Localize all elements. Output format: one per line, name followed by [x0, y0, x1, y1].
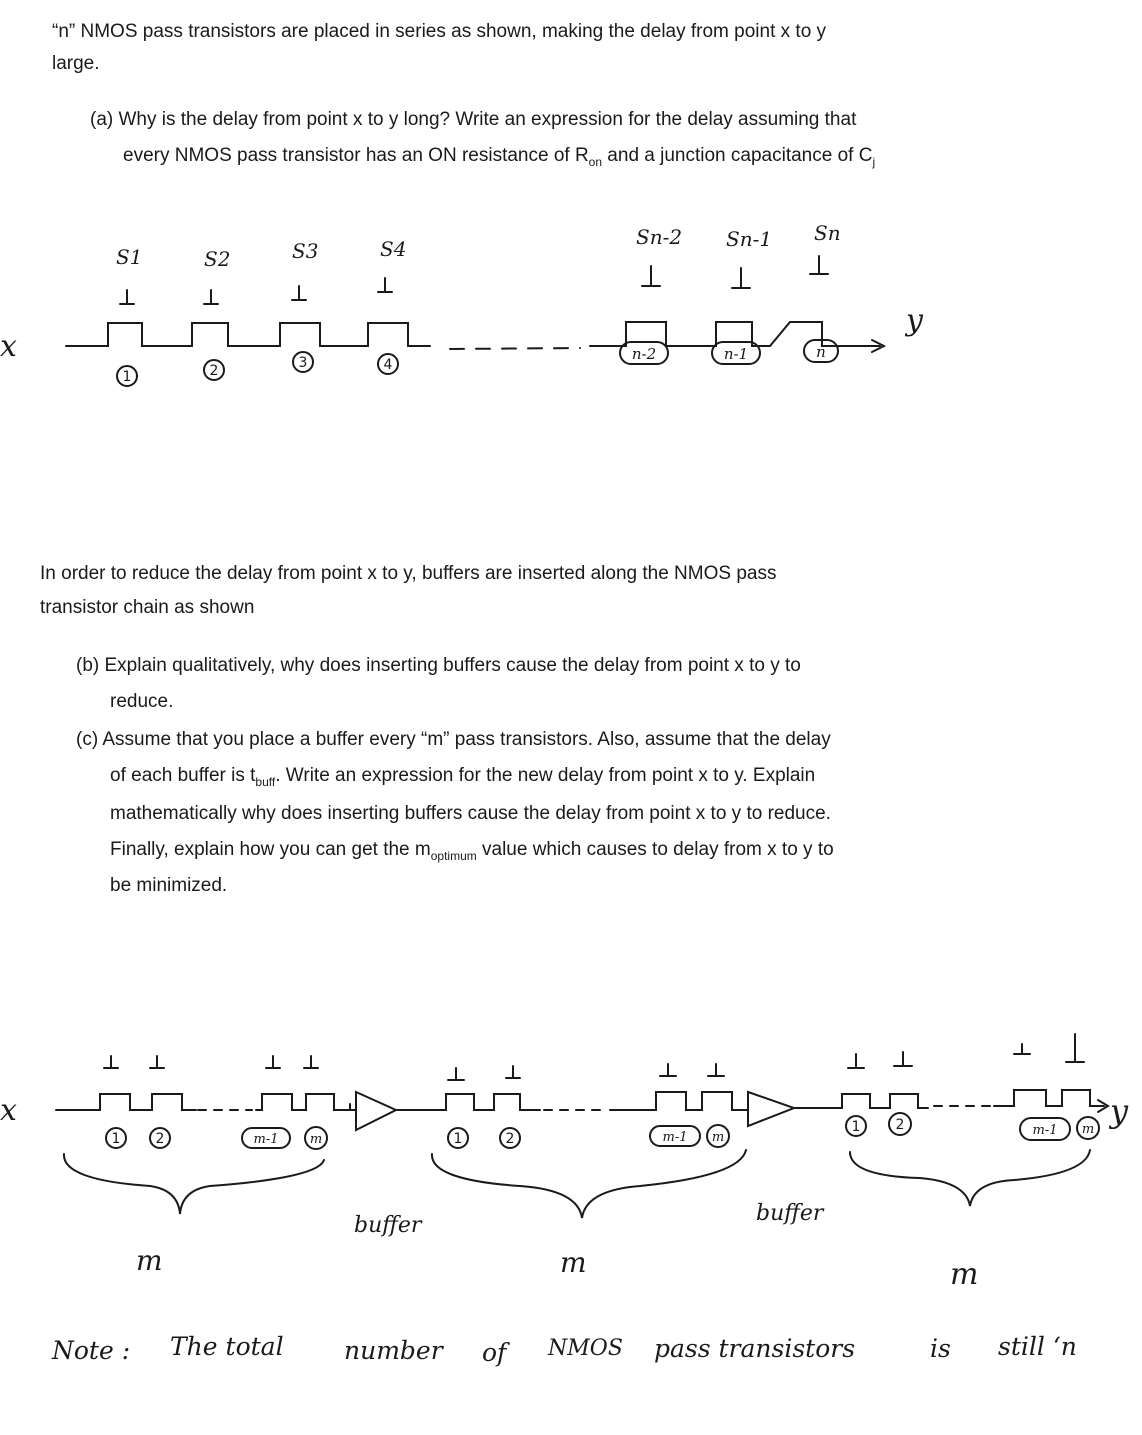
svg-text:4: 4 [383, 357, 393, 373]
buffer-2-triangle [748, 1092, 842, 1126]
part-c-text-4b: value which causes to delay from x to y to [476, 839, 834, 860]
fig2-group-2-gates [448, 1064, 724, 1080]
fig2-g2-node-1 [448, 1128, 468, 1148]
svg-text:n: n [816, 343, 826, 361]
t-buff-subscript: buff [255, 774, 276, 789]
fig1-x-label: x [0, 329, 17, 364]
buffer-1-label: buffer [354, 1213, 422, 1238]
mid-text-line-1: In order to reduce the delay from point x to y, buffers are inserted along the NMOS pass [40, 563, 777, 584]
fig2-y-label: y [1110, 1092, 1129, 1130]
group-3-m-label: m [950, 1257, 979, 1292]
svg-text:m-1: m-1 [1032, 1123, 1058, 1138]
fig2-g1-node-1 [106, 1128, 126, 1148]
part-a-line-1: (a) Why is the delay from point x to y long? Write an expression for the delay assuming that [90, 109, 857, 130]
gate-label-s1: S1 [116, 245, 143, 269]
gate-label-sn-2: Sn-2 [636, 225, 683, 249]
svg-text:m-1: m-1 [662, 1130, 688, 1145]
note-word-3: number [344, 1336, 443, 1365]
part-c-line-1: (c) Assume that you place a buffer every “m” pass transistors. Also, assume that the delay [76, 729, 831, 750]
svg-text:n-1: n-1 [723, 345, 749, 363]
group-2-brace [432, 1150, 746, 1218]
c-j-subscript: j [872, 154, 876, 169]
svg-text:3: 3 [298, 355, 308, 371]
note-word-4: of [482, 1338, 507, 1367]
mid-text-line-2: transistor chain as shown [40, 597, 255, 618]
fig1-y-label: y [906, 303, 923, 338]
part-c-text-2b: . Write an expression for the new delay from point x to y. Explain [275, 765, 816, 786]
note-word-7: is [930, 1334, 951, 1363]
fig2-g3-node-2 [889, 1113, 911, 1135]
part-a-text-1: every NMOS pass transistor has an ON resistance of R [123, 145, 589, 166]
note-word-8: still ‘n [998, 1332, 1077, 1361]
group-3-brace [850, 1150, 1090, 1206]
svg-text:1: 1 [851, 1119, 861, 1135]
fig2-g3-node-1 [846, 1116, 866, 1136]
svg-text:m: m [711, 1130, 725, 1145]
svg-text:1: 1 [453, 1131, 463, 1147]
group-1-m-label: m [136, 1244, 163, 1277]
svg-text:m: m [309, 1132, 323, 1147]
fig2-g2-node-m-1 [650, 1126, 700, 1146]
gate-label-s3: S3 [292, 239, 319, 263]
gate-label-s2: S2 [204, 247, 231, 271]
note-word-6: pass transistors [654, 1334, 856, 1363]
part-c-text-2a: of each buffer is t [110, 765, 256, 786]
part-b-line-1: (b) Explain qualitatively, why does inserting buffers cause the delay from point x to y to [76, 655, 801, 676]
svg-text:2: 2 [505, 1131, 515, 1147]
fig2-group-1-chain [56, 1094, 196, 1110]
buffer-2-label: buffer [756, 1201, 824, 1226]
fig2-g2-node-2 [500, 1128, 520, 1148]
intro-line-2: large. [52, 53, 100, 74]
group-1-brace [64, 1154, 324, 1214]
note-word-5: NMOS [548, 1336, 623, 1361]
fig2-group-2-chain [410, 1094, 540, 1110]
part-c-text-4a: Finally, explain how you can get the m [110, 839, 431, 860]
fig2-g2-node-m [707, 1125, 729, 1147]
fig2-group-3-gates [848, 1034, 1084, 1068]
fig2-g1-node-m-1 [242, 1128, 290, 1148]
intro-line-1: “n” NMOS pass transistors are placed in series as shown, making the delay from point x to y [52, 21, 827, 42]
fig2-g3-node-m [1077, 1117, 1099, 1139]
fig2-g3-node-m-1 [1020, 1118, 1070, 1140]
part-b-line-2: reduce. [110, 691, 174, 712]
gate-label-sn: Sn [814, 221, 841, 245]
buffer-1-triangle [356, 1092, 410, 1130]
group-2-m-label: m [560, 1246, 587, 1279]
svg-text:1: 1 [111, 1131, 121, 1147]
m-optimum-subscript: optimum [430, 848, 477, 863]
fig2-g1-node-m [305, 1127, 327, 1149]
gate-label-s4: S4 [380, 237, 407, 261]
note-word-2: The total [170, 1332, 284, 1361]
part-c-line-3: mathematically why does inserting buffers cause the delay from point x to y to reduce. [110, 803, 831, 824]
part-c-line-5: be minimized. [110, 875, 228, 896]
fig2-x-label: x [0, 1093, 17, 1128]
svg-text:2: 2 [155, 1131, 165, 1147]
gate-label-sn-1: Sn-1 [726, 227, 773, 251]
fig2-group-3-chain [842, 1094, 928, 1108]
svg-text:1: 1 [122, 369, 132, 385]
note-word-1: Note : [52, 1336, 131, 1365]
svg-text:2: 2 [209, 363, 219, 379]
fig2-group-1-gates [104, 1056, 318, 1068]
fig2-g1-node-2 [150, 1128, 170, 1148]
svg-text:n-2: n-2 [631, 345, 657, 363]
part-a-text-2: and a junction capacitance of C [602, 145, 873, 166]
r-on-subscript: on [588, 154, 603, 169]
svg-text:2: 2 [895, 1117, 905, 1133]
svg-text:m-1: m-1 [253, 1132, 279, 1147]
svg-text:m: m [1081, 1122, 1095, 1137]
